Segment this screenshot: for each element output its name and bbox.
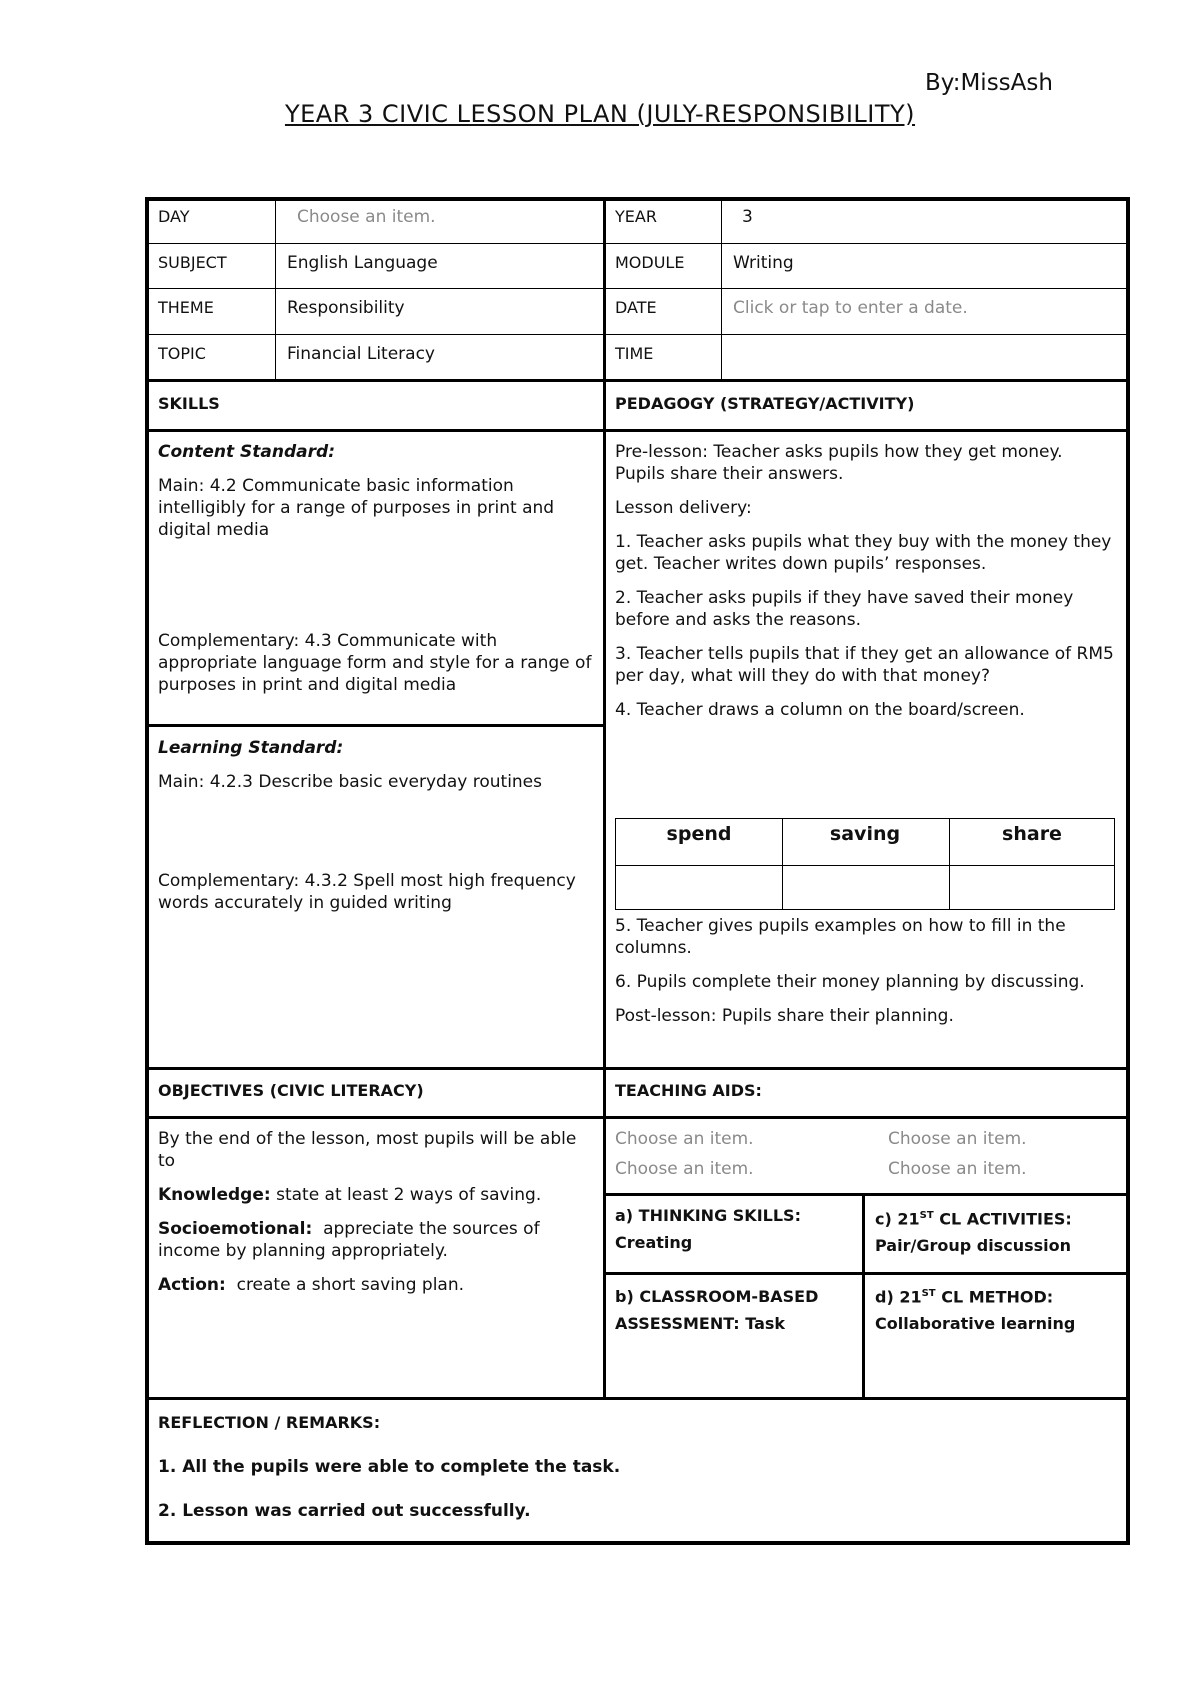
teaching-aids-heading: TEACHING AIDS: — [615, 1081, 762, 1100]
divider — [145, 429, 1130, 432]
cl-activities-label-sup: ST — [919, 1210, 934, 1221]
learning-standard-heading: Learning Standard: — [158, 738, 344, 758]
divider — [862, 1193, 865, 1399]
date-label: DATE — [615, 298, 657, 317]
content-main: Main: 4.2 Communicate basic information intelligibly for a range of purposes in print and digital media — [158, 476, 555, 540]
cl-method-value: Collaborative learning — [875, 1314, 1076, 1334]
day-label: DAY — [158, 207, 190, 226]
cl-activities-value: Pair/Group discussion — [875, 1236, 1071, 1256]
post-lesson: Post-lesson: Pupils share their planning. — [615, 1006, 954, 1026]
objectives-content — [158, 1128, 596, 1308]
cl-activities-label-post: CL ACTIVITIES: — [933, 1209, 1072, 1229]
divider — [145, 1397, 1130, 1400]
reflection-line-1: 1. All the pupils were able to complete the task. — [158, 1457, 621, 1477]
divider — [145, 1067, 1130, 1070]
thinking-skills-label: a) THINKING SKILLS: — [615, 1206, 801, 1225]
action-label: Action: — [158, 1275, 226, 1295]
pedagogy-steps-bottom — [615, 915, 1115, 1039]
day-dropdown[interactable]: Choose an item. — [297, 207, 436, 227]
divider — [275, 197, 276, 381]
divider — [603, 1272, 1130, 1275]
skills-heading: SKILLS — [158, 394, 220, 413]
knowledge-text: state at least 2 ways of saving. — [276, 1185, 542, 1205]
subject-value: English Language — [287, 253, 438, 273]
learning-standard-section — [158, 737, 596, 805]
thinking-skills — [615, 1205, 855, 1254]
column-saving: saving — [829, 823, 901, 845]
divider — [721, 197, 722, 381]
step-1: 1. Teacher asks pupils what they buy with the money they get. Teacher writes down pupils’ responses. — [615, 532, 1112, 574]
cl-activities-label — [875, 1205, 1120, 1230]
divider — [145, 243, 1130, 244]
thinking-skills-value: Creating — [615, 1233, 693, 1252]
divider — [603, 1193, 1130, 1196]
cl-activities-label-pre: c) 21 — [875, 1209, 920, 1229]
page-title — [0, 100, 1200, 128]
divider — [145, 288, 1130, 289]
divider — [145, 379, 1130, 382]
teaching-aid-dropdown[interactable]: Choose an item. — [615, 1129, 754, 1149]
action-text: create a short saving plan. — [236, 1275, 465, 1295]
objective-socioemotional — [158, 1218, 596, 1262]
step-4: 4. Teacher draws a column on the board/screen. — [615, 700, 1025, 720]
socio-label: Socioemotional: — [158, 1219, 313, 1239]
divider — [145, 1116, 1130, 1119]
date-picker[interactable]: Click or tap to enter a date. — [733, 298, 968, 318]
pre-lesson: Pre-lesson: Teacher asks pupils how they get money. Pupils share their answers. — [615, 442, 1063, 484]
subject-label: SUBJECT — [158, 253, 227, 272]
reflection-line-2: 2. Lesson was carried out successfully. — [158, 1501, 531, 1521]
step-2: 2. Teacher asks pupils if they have saved their money before and asks the reasons. — [615, 588, 1074, 630]
column-share: share — [1002, 823, 1062, 845]
cl-method-label-sup: ST — [921, 1288, 936, 1299]
teaching-aid-dropdown[interactable]: Choose an item. — [888, 1159, 1027, 1179]
teaching-aid-dropdown[interactable]: Choose an item. — [888, 1129, 1027, 1149]
divider — [603, 197, 606, 1399]
page-title-text: YEAR 3 CIVIC LESSON PLAN (JULY-RESPONSIBILITY) — [284, 100, 916, 128]
learning-main: Main: 4.2.3 Describe basic everyday routines — [158, 772, 543, 792]
pedagogy-heading: PEDAGOGY (STRATEGY/ACTIVITY) — [615, 394, 915, 413]
divider — [145, 724, 603, 727]
lesson-delivery-label: Lesson delivery: — [615, 498, 752, 518]
theme-value: Responsibility — [287, 298, 405, 318]
objective-action — [158, 1274, 596, 1296]
cl-method-label — [875, 1283, 1120, 1308]
cl-activities — [875, 1205, 1120, 1257]
assessment-label: b) CLASSROOM-BASED ASSESSMENT: Task — [615, 1287, 819, 1333]
content-standard-heading: Content Standard: — [158, 442, 335, 462]
socio-text: appreciate the sources of income by planning appropriately. — [158, 1219, 540, 1261]
time-label: TIME — [615, 344, 654, 363]
reflection-heading: REFLECTION / REMARKS: — [158, 1413, 381, 1432]
cl-method-label-post: CL METHOD: — [935, 1287, 1054, 1307]
divider — [616, 865, 1114, 866]
cl-method — [875, 1283, 1120, 1335]
spend-saving-share-table — [615, 818, 1115, 910]
author-label: By:MissAsh — [925, 70, 1053, 96]
theme-label: THEME — [158, 298, 214, 317]
content-standard-section — [158, 441, 596, 553]
teaching-aid-dropdown[interactable]: Choose an item. — [615, 1159, 754, 1179]
pedagogy-steps-top — [615, 441, 1115, 733]
objectives-intro: By the end of the lesson, most pupils will be able to — [158, 1129, 577, 1171]
topic-label: TOPIC — [158, 344, 206, 363]
step-6: 6. Pupils complete their money planning by discussing. — [615, 972, 1085, 992]
year-label: YEAR — [615, 207, 657, 226]
objective-knowledge — [158, 1184, 596, 1206]
step-3: 3. Teacher tells pupils that if they get an allowance of RM5 per day, what will they do with that money? — [615, 644, 1114, 686]
divider — [145, 334, 1130, 335]
cl-method-label-pre: d) 21 — [875, 1287, 922, 1307]
column-spend: spend — [666, 823, 732, 845]
step-5: 5. Teacher gives pupils examples on how to fill in the columns. — [615, 916, 1066, 958]
module-label: MODULE — [615, 253, 685, 272]
year-value: 3 — [742, 207, 753, 227]
module-value: Writing — [733, 253, 794, 273]
objectives-heading: OBJECTIVES (CIVIC LITERACY) — [158, 1081, 424, 1100]
content-complementary: Complementary: 4.3 Communicate with appropriate language form and style for a range of purposes in print and digital media — [158, 631, 592, 695]
knowledge-label: Knowledge: — [158, 1185, 271, 1205]
topic-value: Financial Literacy — [287, 344, 435, 364]
learning-complementary: Complementary: 4.3.2 Spell most high frequency words accurately in guided writing — [158, 871, 576, 913]
